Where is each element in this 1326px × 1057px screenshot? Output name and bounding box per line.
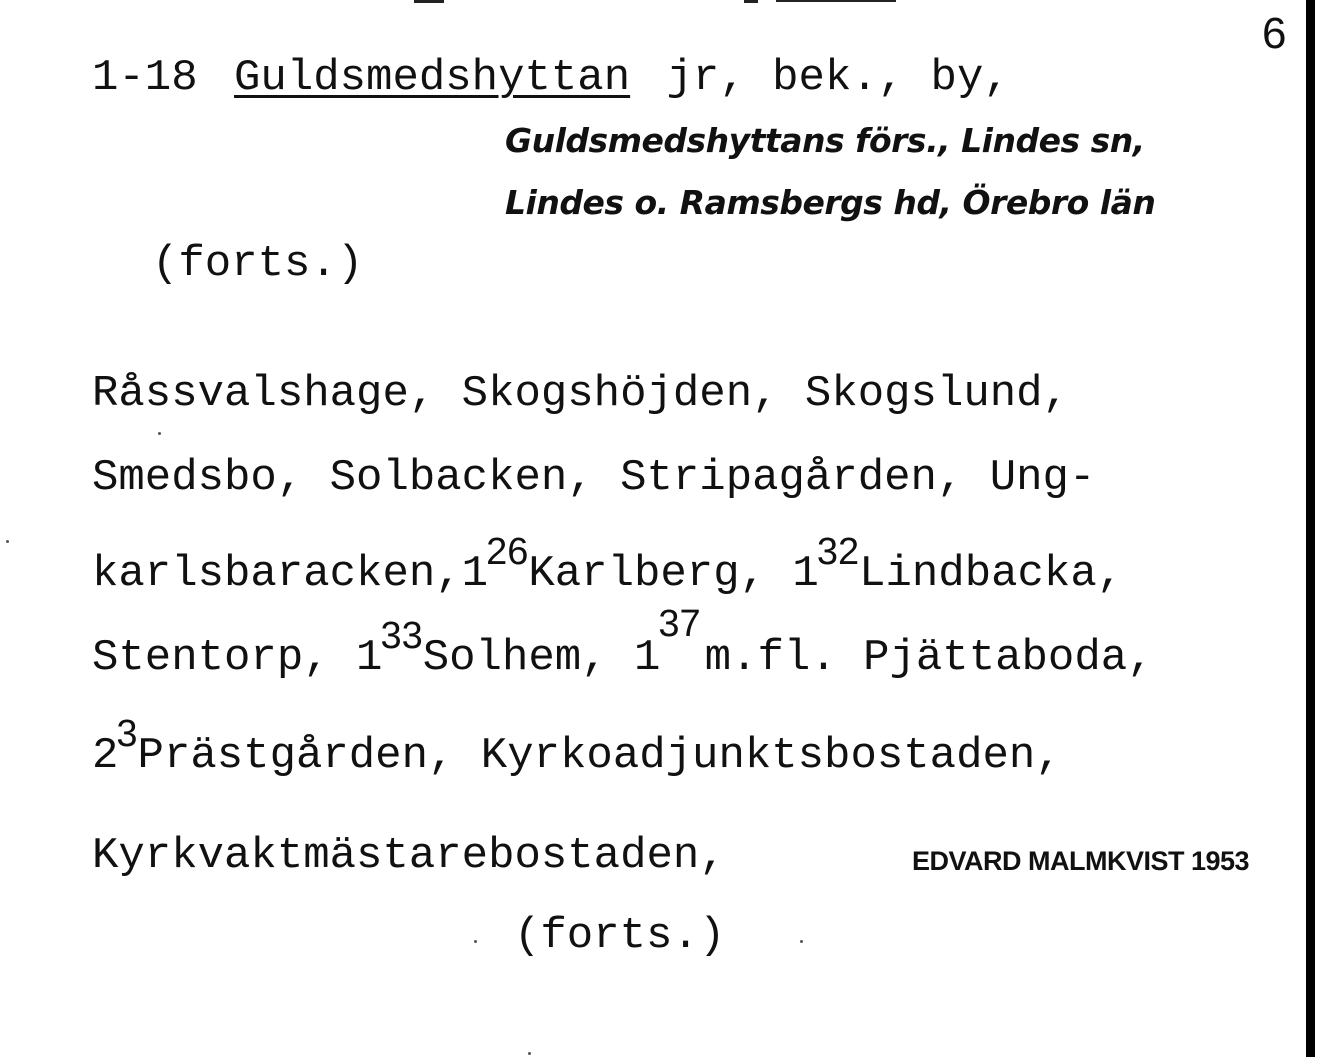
- body-line-3-a: karlsbaracken,1: [92, 549, 489, 599]
- continued-bottom: (forts.): [514, 911, 726, 961]
- scan-speck: [776, 0, 896, 2]
- page-number: 6: [1262, 9, 1287, 58]
- scan-dot: [474, 940, 477, 943]
- body-line-6: Kyrkvaktmästarebostaden,: [92, 831, 726, 881]
- body-line-5: [92, 712, 1062, 781]
- body-line-4: [92, 603, 1154, 683]
- body-line-5-a: 2: [92, 731, 119, 781]
- superscript: 37: [658, 603, 701, 646]
- scan-dot: [800, 940, 803, 943]
- body-line-3-b: Karlberg, 1: [528, 549, 819, 599]
- place-name: Guldsmedshyttan: [234, 53, 631, 103]
- author-signature: EDVARD MALMKVIST 1953: [912, 846, 1250, 876]
- body-line-4-b: Solhem, 1: [422, 633, 661, 683]
- scan-dot: [6, 540, 9, 543]
- heading-number: 1-18: [92, 53, 198, 103]
- superscript: 3: [116, 712, 138, 755]
- parish-line-2: Lindes o. Ramsbergs hd, Örebro län: [505, 183, 1156, 222]
- scan-speck: [744, 0, 758, 3]
- scan-speck: [414, 0, 444, 3]
- continued-top: (forts.): [152, 239, 364, 289]
- body-line-4-c: m.fl. Pjättaboda,: [704, 633, 1154, 683]
- superscript: 26: [486, 530, 529, 573]
- body-line-4-a: Stentorp, 1: [92, 633, 383, 683]
- scan-dot: [528, 1052, 531, 1055]
- heading-rest: jr, bek., by,: [666, 53, 1010, 103]
- body-line-3: [92, 530, 1124, 599]
- body-line-1: Råssvalshage, Skogshöjden, Skogslund,: [92, 369, 1069, 419]
- superscript: 32: [816, 530, 860, 573]
- card-edge-bar: [1306, 0, 1315, 1057]
- body-line-5-b: Prästgården, Kyrkoadjunktsbostaden,: [137, 731, 1062, 781]
- scan-dot: [158, 432, 161, 435]
- body-line-3-c: Lindbacka,: [859, 549, 1124, 599]
- parish-line-1: Guldsmedshyttans förs., Lindes sn,: [505, 121, 1145, 160]
- body-line-2: Smedsbo, Solbacken, Stripagården, Ung-: [92, 453, 1096, 503]
- heading-line: [92, 53, 1010, 103]
- superscript: 33: [380, 614, 423, 657]
